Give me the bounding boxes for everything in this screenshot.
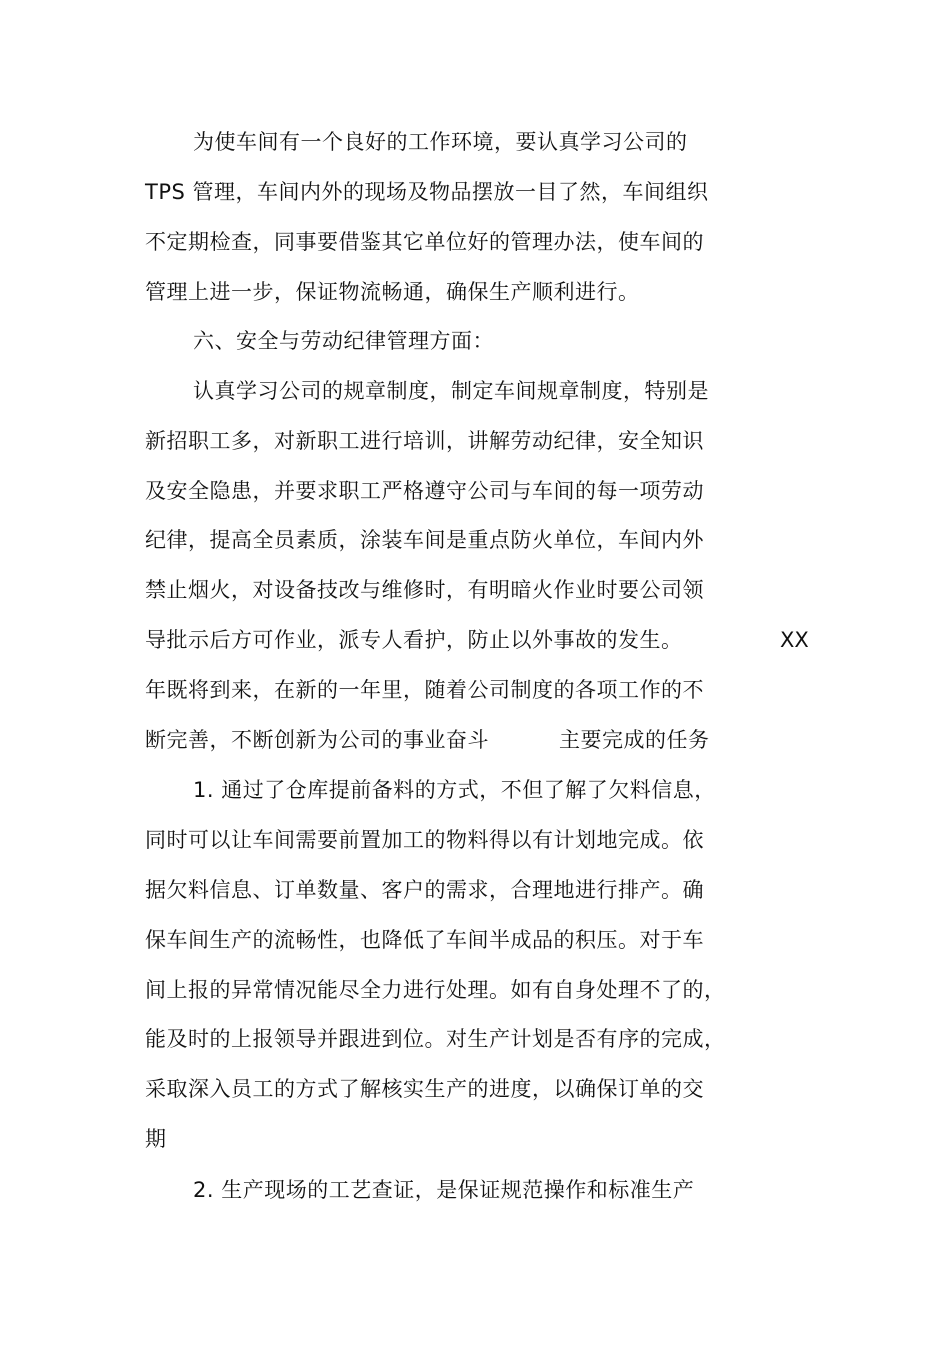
list-item: 1. 通过了仓库提前备料的方式，不但了解了欠料信息， <box>193 778 716 802</box>
paragraph-line: 导批示后方可作业，派专人看护，防止以外事故的发生。 <box>145 628 683 652</box>
task-heading: 主要完成的任务 <box>559 728 710 752</box>
year-placeholder: XX <box>780 628 809 652</box>
paragraph-text: 断完善，不断创新为公司的事业奋斗 <box>145 728 489 752</box>
paragraph-line: 能及时的上报领导并跟进到位。对生产计划是否有序的完成， <box>145 1027 726 1051</box>
paragraph-line: 认真学习公司的规章制度，制定车间规章制度，特别是 <box>193 379 709 403</box>
list-item: 2. 生产现场的工艺查证，是保证规范操作和标准生产 <box>193 1178 695 1202</box>
section-heading: 六、安全与劳动纪律管理方面： <box>193 329 494 353</box>
paragraph-line: 及安全隐患，并要求职工严格遵守公司与车间的每一项劳动 <box>145 479 704 503</box>
paragraph-line: 新招职工多，对新职工进行培训，讲解劳动纪律，安全知识 <box>145 429 704 453</box>
paragraph-line: 间上报的异常情况能尽全力进行处理。如有自身处理不了的， <box>145 978 726 1002</box>
paragraph-line: 采取深入员工的方式了解核实生产的进度，以确保订单的交 <box>145 1077 704 1101</box>
paragraph-line: 管理上进一步，保证物流畅通，确保生产顺利进行。 <box>145 280 640 304</box>
paragraph-line: 禁止烟火，对设备技改与维修时，有明暗火作业时要公司领 <box>145 578 704 602</box>
paragraph-line: 期 <box>145 1127 167 1151</box>
paragraph-line: TPS 管理，车间内外的现场及物品摆放一目了然，车间组织 <box>145 180 709 204</box>
paragraph-line: 不定期检查，同事要借鉴其它单位好的管理办法，使车间的 <box>145 230 704 254</box>
paragraph-line: 据欠料信息、订单数量、客户的需求，合理地进行排产。确 <box>145 878 704 902</box>
paragraph-line-with-heading <box>145 725 710 755</box>
paragraph-line: 同时可以让车间需要前置加工的物料得以有计划地完成。依 <box>145 828 704 852</box>
paragraph-line: 年既将到来，在新的一年里，随着公司制度的各项工作的不 <box>145 678 704 702</box>
paragraph-line: 保车间生产的流畅性，也降低了车间半成品的积压。对于车 <box>145 928 704 952</box>
paragraph-line: 纪律，提高全员素质，涂装车间是重点防火单位，车间内外 <box>145 528 704 552</box>
paragraph-line: 为使车间有一个良好的工作环境，要认真学习公司的 <box>193 130 688 154</box>
